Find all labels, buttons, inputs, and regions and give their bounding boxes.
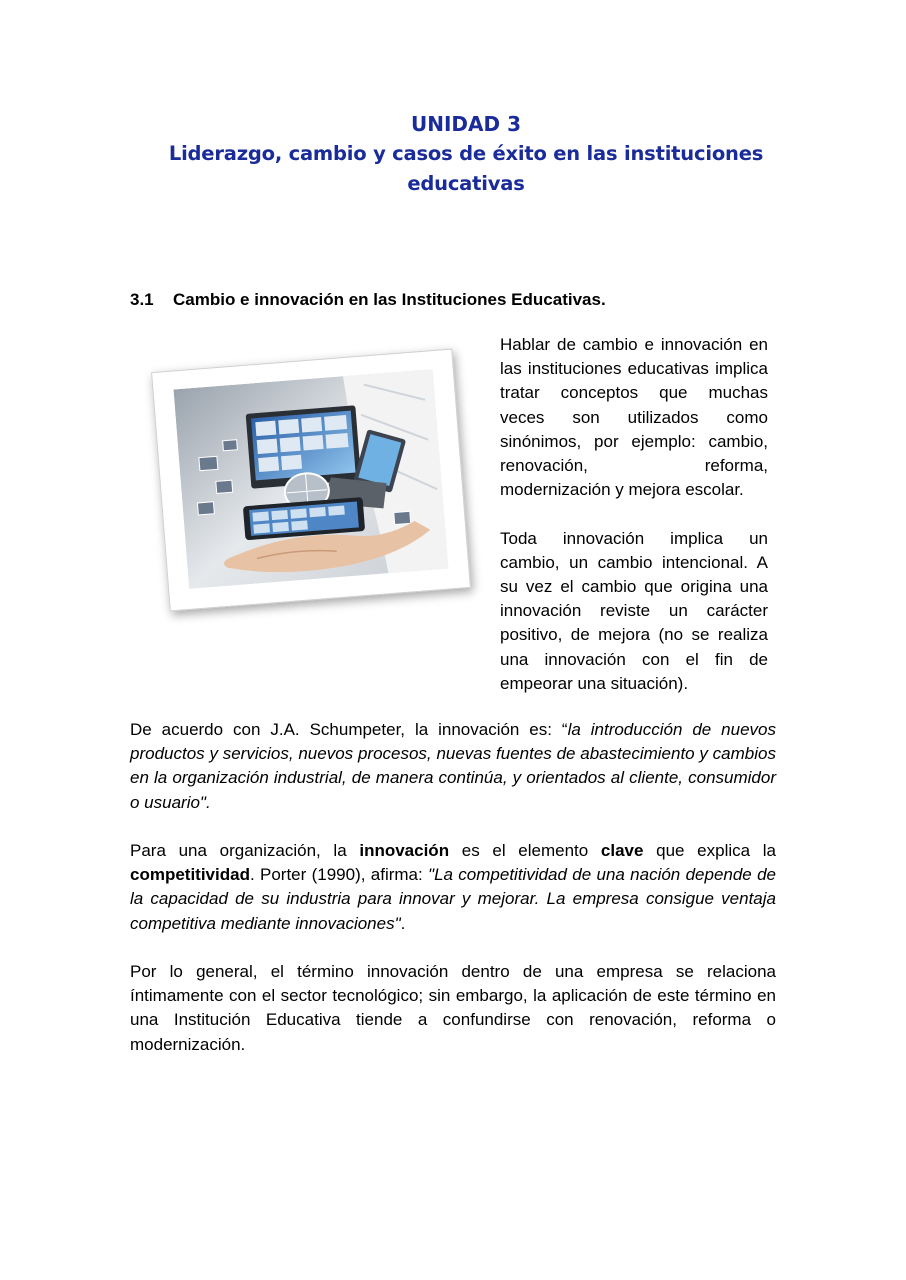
schumpeter-quote: la introducción de nuevos productos y servicios, nuevos procesos, nuevas fuentes de abastecimiento y cambios en la organización industrial, de manera continúa, y orientados al cliente, consumidor o usuario". <box>130 720 776 812</box>
keyword-innovacion: innovación <box>359 841 450 860</box>
section-number: 3.1 <box>130 290 154 309</box>
technology-hand-photo <box>151 349 471 612</box>
keyword-clave: clave <box>600 841 644 860</box>
porter-quote: "La competitividad de una nación depende de la capacidad de su industria para innovar y mejorar. La empresa consigue ventaja competitiva mediante innovaciones" <box>130 865 776 933</box>
section-title: Cambio e innovación en las Instituciones Educativas. <box>173 290 606 309</box>
unit-title-line1: Liderazgo, cambio y casos de éxito en las instituciones <box>168 142 764 165</box>
section-heading <box>130 290 606 310</box>
schumpeter-paragraph <box>130 718 776 815</box>
unit-label: UNIDAD 3 <box>411 112 521 136</box>
paragraph-text: que explica la <box>643 841 776 860</box>
general-paragraph: Por lo general, el término innovación dentro de una empresa se relaciona íntimamente con el sector tecnológico; sin embargo, la aplicación de este término en una Institución Educativa tiende a confundirse con renovación, reforma o modernización. <box>130 962 776 1054</box>
paragraph-text: Para una organización, la <box>130 841 360 860</box>
document-title <box>130 109 802 199</box>
paragraph-text: . Porter (1990), afirma: <box>249 865 429 885</box>
paragraph-text: De acuerdo con J.A. Schumpeter, la innovación es: “ <box>130 720 568 739</box>
hand-devices-illustration <box>173 369 448 589</box>
paragraph-text: . <box>400 913 406 933</box>
unit-title-line2: educativas <box>407 172 525 195</box>
keyword-competitividad: competitividad <box>130 865 250 885</box>
intro-paragraph: Toda innovación implica un cambio, un cambio intencional. A su vez el cambio que origina una innovación reviste un carácter positivo, de mejora (no se realiza una innovación con el fin de empeorar una situación). <box>500 528 768 693</box>
intro-column <box>500 333 768 720</box>
paragraph-text: es el elemento <box>449 841 601 860</box>
intro-paragraph: Hablar de cambio e innovación en las instituciones educativas implica tratar conceptos que muchas veces son utilizados como sinónimos, por ejemplo: cambio, renovación, reforma, modernización y mejora escolar. <box>500 335 768 500</box>
body-text <box>130 718 776 1081</box>
porter-paragraph <box>130 839 776 936</box>
